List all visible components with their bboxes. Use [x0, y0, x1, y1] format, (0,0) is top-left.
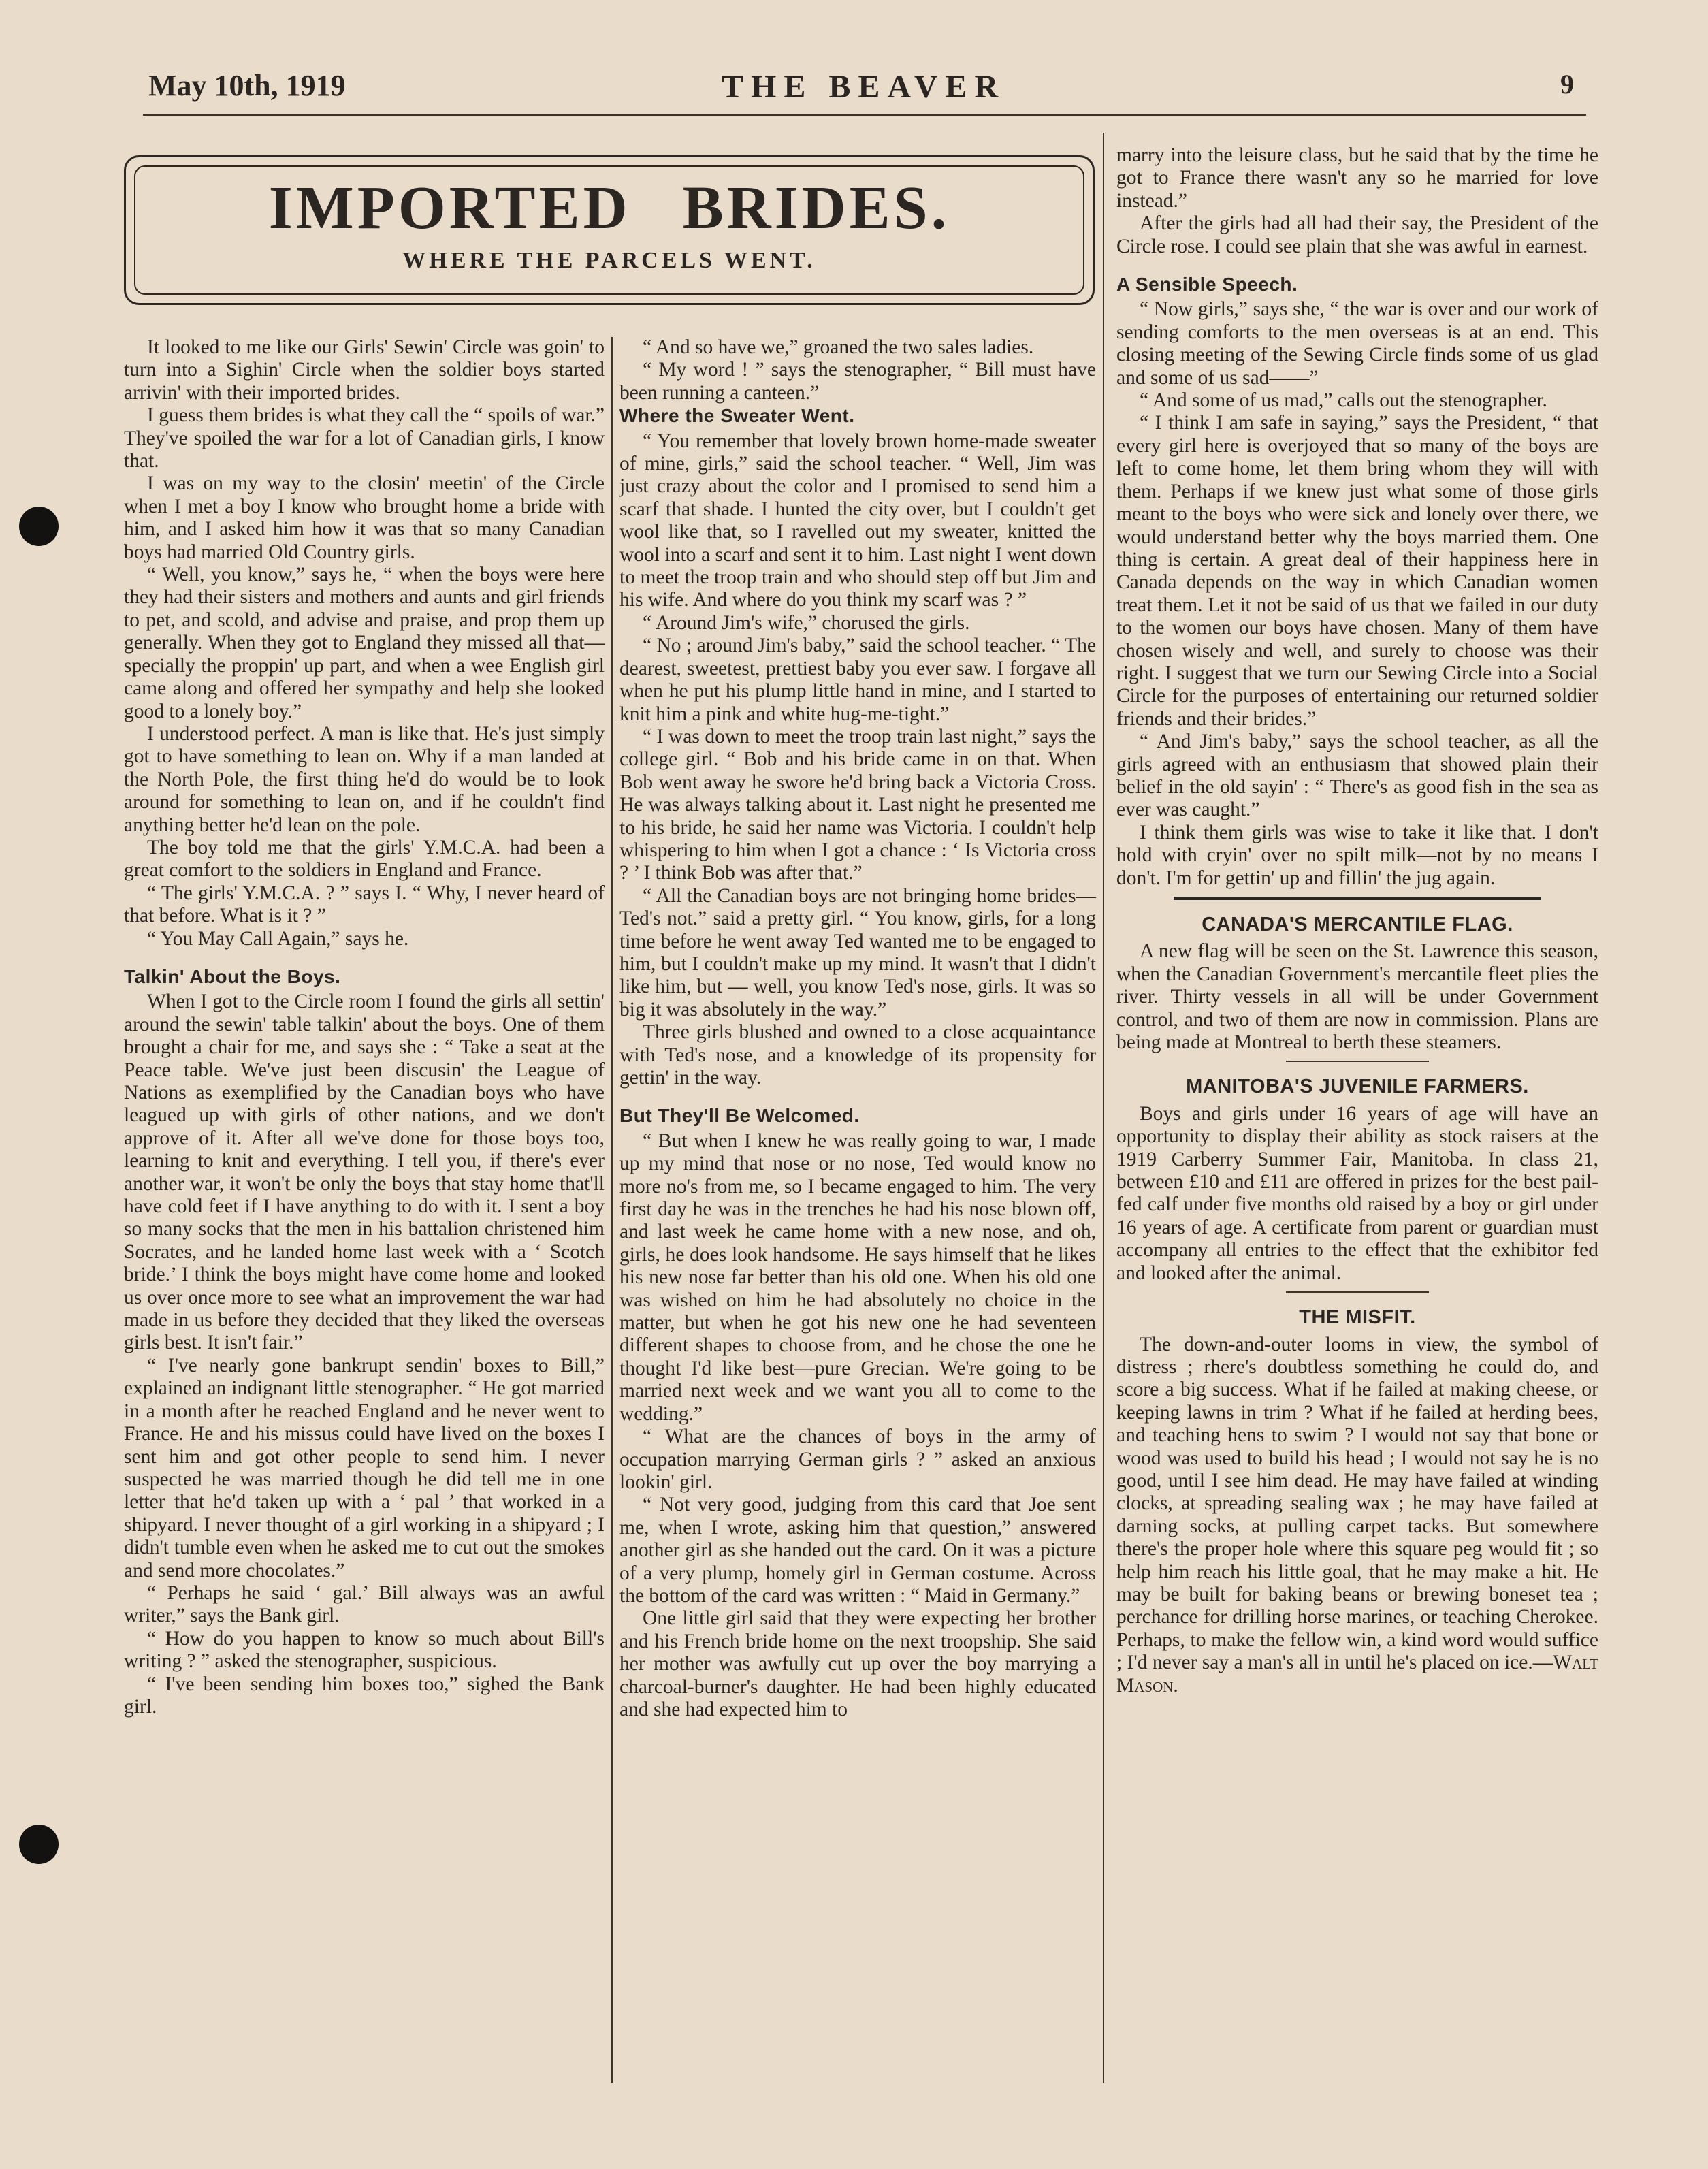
paragraph: “ No ; around Jim's baby,” said the school teacher. “ The dearest, sweetest, prettiest baby you ever saw. I forgave all when he put his plump little hand in mine, and I started to knit him a pink and white hug-me-tight.”: [619, 634, 1096, 725]
section-heading-speech: A Sensible Speech.: [1116, 274, 1298, 295]
poem-text: The down-and-outer looms in view, the symbol of distress ; rhere's doubtless something he could do, and score a big success. What if he failed at making cheese, or keeping lawns in trim ? What if he failed at herding bees, and teaching hens to swim ? I would not say that bone or wood was used to build his head ; I would not say he is no good, until I see him dead. He may have failed at winding clocks, at spreading sealing wax ; he may have failed at darning socks, at pulling carpet tacks. But somewhere there's the proper hole where this square peg would fit ; so help him reach his little goal, that he may make a hit. He may be built for baking beans or brewing boneset tea ; perchance for drilling horse marines, or teaching Cherokee. Perhaps, to make the fellow win, a kind word would suffice ; I'd never say a man's all in until he's placed on ice.—: [1116, 1333, 1598, 1674]
section-heading-sweater: Where the Sweater Went.: [619, 405, 855, 427]
item-separator: [1286, 1061, 1429, 1062]
column-divider-1: [611, 337, 613, 2083]
headline-subtitle: WHERE THE PARCELS WENT.: [402, 248, 816, 273]
paragraph: “ But when I knew he was really going to war, I made up my mind that nose or no nose, Ted would know no more no's from me, so I became engaged to him. The very first day he was in the trenches he had his nose blown off, and last week he came home with a new nose, and oh, girls, he does look handsome. He says himself that he likes his new nose far better than his old one. When his old one was wished on him he had absolutely no choice in the matter, but when he got his new one he had seventeen different shapes to choose from, and he chose the one he thought I'd like best—pure Grecian. We're going to be married next week and we want you all to come to the wedding.”: [619, 1129, 1096, 1425]
paragraph: One little girl said that they were expecting her brother and his French bride home on the next troopship. She said her mother was awfully cut up over the boy marrying a charcoal-burner's daughter. He had been highly educated and she had expected him to: [619, 1607, 1096, 1720]
binder-hole-bottom: [19, 1825, 59, 1864]
paragraph: “ And Jim's baby,” says the school teacher, as all the girls agreed with an enthusiasm that showed plain their belief in the old sayin' : “ There's as good fish in the sea as ever was caught.”: [1116, 730, 1598, 821]
paragraph: “ The girls' Y.M.C.A. ? ” says I. “ Why, I never heard of that before. What is it ? ”: [124, 882, 605, 927]
paragraph: “ How do you happen to know so much about Bill's writing ? ” asked the stenographer, suspicious.: [124, 1627, 605, 1673]
article-column-1: [124, 336, 605, 1718]
item-separator: [1286, 1291, 1429, 1293]
headline-word-1: IMPORTED: [268, 174, 631, 242]
paragraph: I think them girls was wise to take it like that. I don't hold with cryin' over no spilt milk—not by no means I don't. I'm for gettin' up and fillin' the jug again.: [1116, 821, 1598, 889]
headline-box: [124, 155, 1095, 305]
paragraph: “ I've nearly gone bankrupt sendin' boxes to Bill,” explained an indignant little stenographer. “ He got married in a month after he reached England and he never went to France. He and his missus could have lived on the boxes I sent him and got other people to send him. I never suspected he was married though he did tell me in one letter that he'd taken up with a ‘ pal ’ that worked in a shipyard. I never thought of a girl working in a shipyard ; I didn't tumble even when he asked me to cut out the smokes and send more chocolates.”: [124, 1354, 605, 1581]
paragraph: When I got to the Circle room I found the girls all settin' around the sewin' table talkin' about the boys. One of them brought a chair for me, and says she : “ Take a seat at the Peace table. We've just been discusin' the League of Nations as exemplified by the Canadian boys who have leagued up with girls of other nations, and we don't approve of it. After all we've done for those boys too, learning to knit and everything. I tell you, if there's ever another war, it won't be only the boys that stay home that'll have cold feet if I have anything to do with it. I sent a boy so many socks that the men in his battalion christened him Socrates, and he landed home last week with a ‘ Scotch bride.’ I think the boys might have come home and looked us over once more to see what an improvement the war had made in us before they decided that they liked the overseas girls best. It isn't fair.”: [124, 991, 605, 1354]
paragraph: “ And so have we,” groaned the two sales ladies.: [643, 336, 1034, 358]
header-rule: [143, 114, 1586, 116]
page-number: 9: [1560, 69, 1574, 99]
paragraph: “ Now girls,” says she, “ the war is over and our work of sending comforts to the men overseas is at an end. This closing meeting of the Sewing Circle finds some of us glad and some of us sad——”: [1116, 298, 1598, 389]
paragraph: A new flag will be seen on the St. Lawrence this season, when the Canadian Government's mercantile fleet plies the river. Thirty vessels in all will be under Government control, and two of them are now in commission. Plans are being made at Montreal to berth these steamers.: [1116, 940, 1598, 1054]
paragraph: “ I was down to meet the troop train last night,” says the college girl. “ Bob and his bride came in on that. When Bob went away he swore he'd bring back a Victoria Cross. He was always talking about it. Last night he presented me to his bride, he said her name was Victoria. I couldn't help whispering to him when I got a chance : ‘ Is Victoria cross ? ’ I think Bob was after that.”: [619, 725, 1096, 884]
paragraph: “ Perhaps he said ‘ gal.’ Bill always was an awful writer,” says the Bank girl.: [124, 1581, 605, 1627]
publication-title: THE BEAVER: [722, 69, 1006, 105]
paragraph: “ You May Call Again,” says he.: [147, 927, 409, 950]
paragraph: I understood perfect. A man is like that. He's just simply got to have something to lean on. Why if a man landed at the North Pole, the first thing he'd do would be to look around for something to lean on, and if he couldn't find anything better he'd lean on the pole.: [124, 722, 605, 836]
section-heading-welcomed: But They'll Be Welcomed.: [619, 1105, 860, 1127]
paragraph: Boys and girls under 16 years of age will have an opportunity to display their ability as stock raisers at the 1919 Carberry Summer Fair, Manitoba. In class 21, between £10 and £11 are offered in prizes for the best pail-fed calf under five months old raised by a boy or girl under 16 years of age. A certificate from parent or guardian must accompany all entries to the effect that the exhibitor fed and looked after the animal.: [1116, 1102, 1598, 1284]
article-end-rule: [1174, 897, 1541, 900]
article-column-2: [619, 336, 1096, 1721]
item-heading-juvenile-farmers: MANITOBA'S JUVENILE FARMERS.: [1186, 1076, 1529, 1098]
paragraph: The boy told me that the girls' Y.M.C.A. had been a great comfort to the soldiers in England and France.: [124, 836, 605, 882]
paragraph: I guess them brides is what they call the “ spoils of war.” They've spoiled the war for a lot of Canadian girls, I know that.: [124, 404, 605, 472]
section-heading-talkin: Talkin' About the Boys.: [124, 965, 341, 987]
paragraph: “ I think I am safe in saying,” says the President, “ that every girl here is overjoyed that so many of the boys are left to come home, let them bring whom they will with them. Perhaps if we knew just what some of those girls meant to the boys who were sick and lonely over there, we would understand better why the boys married them. One thing is certain. A great deal of their happiness here in Canada depends on the way in which Canadian women treat them. Let it not be said of us that we failed in our duty to the women our boys have chosen. Many of them have chosen wisely and well, and surely to choose was their right. I suggest that we turn our Sewing Circle into a Social Circle for the purposes of entertaining our returned soldier friends and their brides.”: [1116, 412, 1598, 730]
headline-word-2: BRIDES.: [682, 174, 950, 242]
paragraph: “ And some of us mad,” calls out the stenographer.: [1140, 389, 1547, 412]
paragraph: “ I've been sending him boxes too,” sighed the Bank girl.: [124, 1673, 605, 1718]
poem-paragraph: [1116, 1334, 1598, 1698]
item-heading-mercantile-flag: CANADA'S MERCANTILE FLAG.: [1202, 914, 1513, 935]
paragraph: After the girls had all had their say, the President of the Circle rose. I could see plain that she was awful in earnest.: [1116, 212, 1598, 257]
paragraph: “ You remember that lovely brown home-made sweater of mine, girls,” said the school teacher. “ Well, Jim was just crazy about the color and I promised to send him a scarf that shade. I hunted the city over, but I couldn't get wool like that, so I ravelled out my sweater, knitted the wool into a scarf and sent it to him. Last night I went down to meet the troop train and who should step off but Jim and his wife. And where do you think my scarf was ? ”: [619, 430, 1096, 611]
paragraph: “ Around Jim's wife,” chorused the girls.: [643, 611, 970, 634]
paragraph: I was on my way to the closin' meetin' of the Circle when I met a boy I know who brought home a bride with him, and I asked him how it was that so many Canadian boys had married Old Country girls.: [124, 472, 605, 563]
paragraph: “ What are the chances of boys in the army of occupation marrying German girls ? ” asked an anxious lookin' girl.: [619, 1426, 1096, 1493]
paragraph: Three girls blushed and owned to a close acquaintance with Ted's nose, and a knowledge of its propensity for gettin' in the way.: [619, 1021, 1096, 1089]
paragraph: marry into the leisure class, but he said that by the time he got to France there wasn't any so he married for love instead.”: [1116, 144, 1598, 212]
paragraph: “ All the Canadian boys are not bringing home brides—Ted's not.” said a pretty girl. “ You know, girls, for a long time before he went away Ted wanted me to be engaged to him, but I couldn't make up my mind. It wasn't that I didn't like him, but — well, you know Ted's nose, girls. It was so big it was absolutely in the way.”: [619, 884, 1096, 1021]
column-divider-2: [1103, 133, 1104, 2083]
item-heading-misfit: THE MISFIT.: [1299, 1306, 1416, 1329]
binder-hole-top: [19, 507, 59, 546]
headline-title: [126, 174, 1093, 242]
paragraph: “ My word ! ” says the stenographer, “ Bill must have been running a canteen.”: [619, 359, 1096, 404]
paragraph: “ Not very good, judging from this card that Joe sent me, when I wrote, asking him that question,” answered another girl as she handed out the card. On it was a picture of a very plump, homely girl in German costume. Across the bottom of the card was written : “ Maid in Germany.”: [619, 1494, 1096, 1607]
issue-date: May 10th, 1919: [148, 69, 346, 102]
paragraph: “ Well, you know,” says he, “ when the boys were here they had their sisters and mothers and aunts and girl friends to pet, and scold, and advise and praise, and prop them up generally. When they got to England they missed all that—specially the proppin' up part, and when a wee English girl came along and offered her sympathy and help she looked good to a lonely boy.”: [124, 564, 605, 722]
author-signature: Walt Mason.: [1116, 1652, 1598, 1697]
article-column-3: [1116, 144, 1598, 1697]
paragraph: It looked to me like our Girls' Sewin' Circle was goin' to turn into a Sighin' Circle when the soldier boys started arrivin' with their imported brides.: [124, 336, 605, 404]
